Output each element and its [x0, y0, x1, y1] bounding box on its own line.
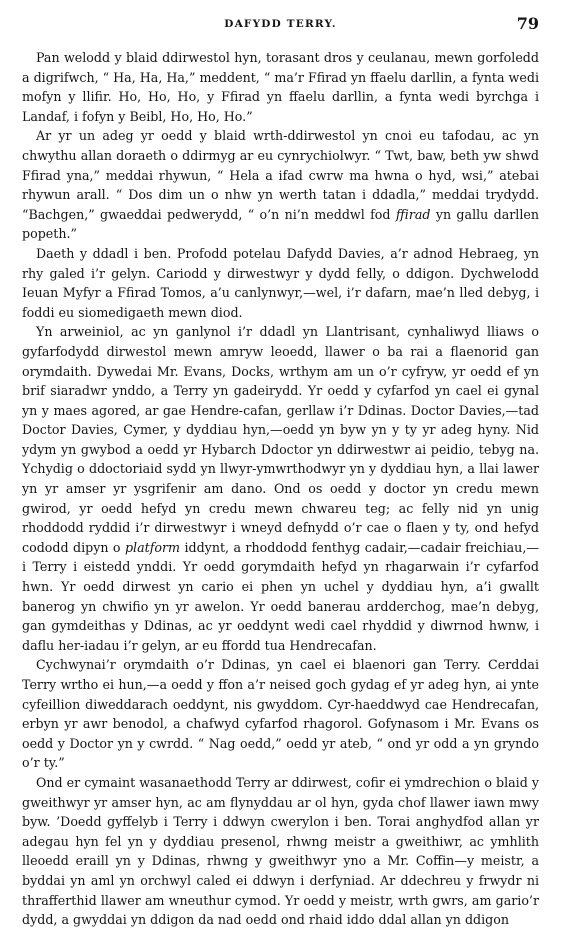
paragraph-1: Pan welodd y blaid ddirwestol hyn, torasant dros y ceulanau, mewn gorfoledd a digrifwch, “ Ha, Ha, Ha,” meddent, “ ma’r Ffirad yn ffaelu darllin, a fynta wedi mofyn y llifir. Ho, Ho, Ho, y Ffirad yn ffaelu darllin, a fynta wedi byrchga i Landaf, i fofyn y Beibl, Ho, Ho, Ho.”: [22, 50, 539, 124]
page-number: 79: [516, 14, 539, 33]
paragraph-2: Ar yr un adeg yr oedd y blaid wrth-ddirwestol yn cnoi eu tafodau, ac yn chwythu allan doraeth o ddirmyg ar eu cynrychiolwyr. “ Twt, baw, beth yw shwd Ffirad yna,” meddai rhywun, “ Hela a ifad cwrw ma hwna o hyd, wsi,” atebai rhywun arall. “ Dos dim un o nhw yn werth tatan i ddadla,” meddai trydydd. “Bachgen,” gwaeddai pedwerydd, “ o’n ni’n meddwl fod ffirad yn gallu darllen popeth.”: [22, 128, 539, 242]
running-title: DAFYDD TERRY.: [224, 18, 337, 30]
paragraph-4: Yn arweiniol, ac yn ganlynol i’r ddadl yn Llantrisant, cynhaliwyd lliaws o gyfarfodydd dirwestol mewn amryw leoedd, llawer o ba rai a flaenorid gan orymdaith. Dywedai Mr. Evans, Docks, wrthym am un o’r cyfryw, yr oedd ef yn brif siaradwr ynddo, a Terry yn gadeirydd. Yr oedd y cyfarfod yn cael ei gynal yn y maes agored, ar gae Hendre-cafan, gerllaw i’r Ddinas. Doctor Davies,—tad Doctor Davies, Cymer, y dyddiau hyn,—oedd yn byw yn y ty yr adeg hyny. Nid ydym yn gwybod a oedd yr Hybarch Ddoctor yn ddirwestwr ai peidio, tebyg na. Ychydig o ddoctoriaid sydd yn llwyr-ymwrthodwyr yn y dyddiau hyn, a llai lawer yn yr amser yr ysgrifenir am dano. Ond os oedd y doctor yn credu mewn gwirod, yr oedd hefyd yn credu mewn chwareu teg; ac felly nid yn unig rhoddodd ryddid i’r dirwestwyr i wneyd defnydd o’r cae o flaen y ty, ond hefyd cododd dipyn o platform iddynt, a rhoddodd fenthyg cadair,—cadair freichiau,—i Terry i eistedd ynddi. Yr oedd gorymdaith hefyd yn rhagarwain i’r cyfarfod hwn. Yr oedd dirwest yn cario ei phen yn uchel y dyddiau hyn, a’i gwallt banerog yn chwifio yn yr awelon. Yr oedd banerau ardderchog, mae’n debyg, gan gymdeithas y Ddinas, ac yr oeddynt wedi cael rhyddid y diwrnod hwnw, i daflu her-iadau i’r gelyn, ar eu ffordd tua Hendrecafan.: [22, 324, 539, 653]
body-text: [22, 48, 539, 930]
page-header: [22, 14, 539, 40]
paragraph-6: Ond er cymaint wasanaethodd Terry ar ddirwest, cofir ei ymdrechion o blaid y gweithwyr yr amser hyn, ac am flynyddau ar ol hyn, gyda chof llawer iawn mwy byw. ’Doedd gyffelyb i Terry i ddwyn cwerylon i ben. Torai anghydfod allan yr adegau hyn fel yn y dyddiau presenol, rhwng meistr a gweithiwr, ac ymhlith lleoedd eraill yn y Ddinas, rhwng y gweithwyr yno a Mr. Coffin—y meistr, a byddai yn aml yn orchwyl caled ei ddwyn i derfyniad. Ar ddechreu y frwydr ni thrafferthid llawer am wneuthur cymod. Yr oedd y meistr, wrth gwrs, am gario’r dydd, a gwyddai yn ddigon da nad oedd ond rhaid iddo ddal allan yn ddigon: [22, 774, 539, 928]
paragraph-3: Daeth y ddadl i ben. Profodd potelau Dafydd Davies, a’r adnod Hebraeg, yn rhy galed i’r gelyn. Cariodd y dirwestwyr y dydd felly, o ddigon. Dychwelodd Ieuan Myfyr a Ffirad Tomos, a’u canlynwyr,—wel, i’r dafarn, mae’n lled debyg, i foddi eu siomedigaeth mewn diod.: [22, 245, 539, 320]
paragraph-5: Cychwynai’r orymdaith o’r Ddinas, yn cael ei blaenori gan Terry. Cerddai Terry wrtho ei hun,—a oedd y ffon a’r neised goch gydag ef yr adeg hyn, ai ynte cyfeillion diweddarach oeddynt, nis gwyddom. Cyr-haeddwyd cae Hendrecafan, erbyn yr awr benodol, a chafwyd cyfarfod rhagorol. Gofynasom i Mr. Evans os oedd y Doctor yn y cwrdd. “ Nag oedd,” oedd yr ateb, “ ond yr odd a yn gryndo o’r ty.”: [22, 657, 539, 771]
